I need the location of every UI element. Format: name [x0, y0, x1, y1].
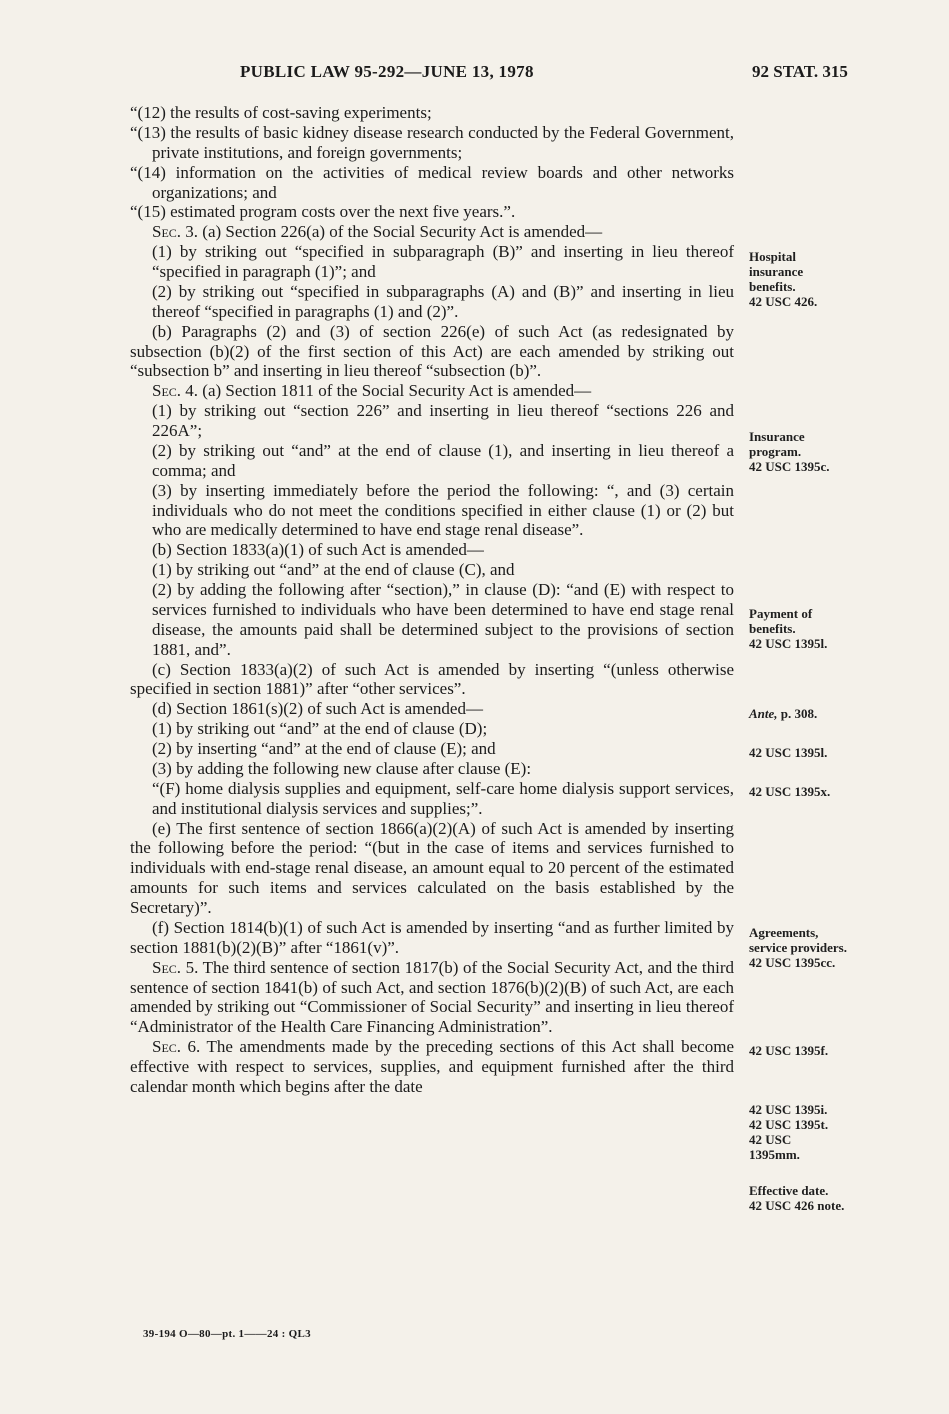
paragraph: (1) by striking out “and” at the end of clause (D); [152, 719, 488, 739]
section-3: Sec. 3. (a) Section 226(a) of the Social Security Act is amended— [152, 222, 603, 242]
margin-note-1395x: 42 USC 1395x. [749, 784, 831, 799]
paragraph: “(F) home dialysis supplies and equipment, self-care home dialysis support services, and institutional dialysis services and supplies;”. [152, 778, 734, 818]
section-4: Sec. 4. (a) Section 1811 of the Social Security Act is amended— [152, 381, 592, 401]
section-6: Sec. 6. The amendments made by the preceding sections of this Act shall become effective with respect to services, supplies, and equipment furnished after the third calendar month which begins after the date [130, 1037, 734, 1096]
section-5: Sec. 5. The third sentence of section 1817(b) of the Social Security Act, and the third sentence of section 1841(b) of such Act, and section 1876(b)(2)(B) of such Act, are each amended by striking out “Commissioner of Social Security” and inserting in lieu thereof “Administrator of the Health Care Financing Administration”. [130, 957, 735, 1037]
margin-note-ante: Ante, p. 308. [749, 706, 818, 721]
print-code-footer: 39-194 O—80—pt. 1——24 : QL3 [143, 1328, 311, 1340]
section-label: Sec. 4. [152, 381, 199, 401]
page-title: PUBLIC LAW 95-292—JUNE 13, 1978 [240, 62, 534, 81]
statute-text [130, 103, 734, 1097]
paragraph: (c) Section 1833(a)(2) of such Act is amended by inserting “(unless otherwise specified in section 1881)” after “other services”. [130, 659, 734, 699]
margin-note-insurance: Insurance program. 42 USC 1395c. [749, 429, 830, 474]
paragraph: “(15) estimated program costs over the next five years.”. [130, 202, 516, 222]
paragraph: (f) Section 1814(b)(1) of such Act is amended by inserting “and as further limited by section 1881(b)(2)(B)” after “1861(v)”. [130, 917, 734, 957]
paragraph: (3) by adding the following new clause after clause (E): [152, 758, 532, 778]
paragraph: “(12) the results of cost-saving experiments; [130, 103, 432, 122]
paragraph: (b) Paragraphs (2) and (3) of section 226(e) of such Act (as redesignated by subsection (b)(2) of the first section of this Act) are each amended by striking out “subsection b” and inserting in lieu thereof “subsection (b)”. [130, 321, 734, 381]
paragraph: (e) The first sentence of section 1866(a)(2)(A) of such Act is amended by inserting the following before the period: “(but in the case of items and services furnished to individuals with end-stage renal disease, an amount equal to 20 percent of the estimated amounts for such items and services calculated on the basis established by the Secretary)”. [130, 818, 734, 917]
section-label: Sec. 5. [152, 957, 199, 977]
section-label: Sec. 6. [152, 1037, 201, 1057]
margin-note-hospital: Hospital insurance benefits. 42 USC 426. [749, 249, 818, 309]
margin-note-1395l: 42 USC 1395l. [749, 745, 828, 760]
paragraph: “(14) information on the activities of medical review boards and other networks organizations; and [130, 162, 734, 202]
paragraph: (1) by striking out “specified in subparagraph (B)” and inserting in lieu thereof “specified in paragraph (1)”; and [152, 242, 734, 281]
margin-note-agreements: Agreements, service providers. 42 USC 1395cc. [749, 925, 847, 970]
paragraph: (2) by inserting “and” at the end of clause (E); and [152, 739, 496, 758]
paragraph: (1) by striking out “section 226” and inserting in lieu thereof “sections 226 and 226A”; [152, 401, 734, 440]
margin-note-sec5: 42 USC 1395i. 42 USC 1395t. 42 USC 1395mm. [749, 1102, 829, 1162]
paragraph: “(13) the results of basic kidney disease research conducted by the Federal Government, private institutions, and foreign governments; [130, 122, 734, 162]
paragraph: (1) by striking out “and” at the end of clause (C), and [152, 560, 515, 580]
paragraph: (d) Section 1861(s)(2) of such Act is amended— [152, 699, 483, 719]
paragraph: (3) by inserting immediately before the period the following: “, and (3) certain individuals who do not meet the conditions specified in either clause (1) or (2) but who are medically determined to have end stage renal disease”. [152, 480, 734, 540]
paragraph: (2) by striking out “specified in subparagraphs (A) and (B)” and inserting in lieu thereof “specified in paragraphs (1) and (2)”. [152, 281, 734, 321]
margin-note-effective: Effective date. 42 USC 426 note. [749, 1183, 845, 1213]
margin-note-1395f: 42 USC 1395f. [749, 1043, 829, 1058]
margin-note-payment: Payment of benefits. 42 USC 1395l. [749, 606, 828, 651]
section-label: Sec. 3. [152, 222, 199, 242]
paragraph: (2) by adding the following after “section),” in clause (D): “and (E) with respect to services furnished to individuals who have been determined to have end stage renal disease, the amounts paid shall be determined subject to the provisions of section 1881, and”. [152, 580, 734, 659]
paragraph: (2) by striking out “and” at the end of clause (1), and inserting in lieu thereof a comma; and [152, 440, 734, 480]
running-head [0, 62, 949, 84]
paragraph: (b) Section 1833(a)(1) of such Act is amended— [152, 540, 484, 560]
stat-citation: 92 STAT. 315 [752, 62, 848, 81]
